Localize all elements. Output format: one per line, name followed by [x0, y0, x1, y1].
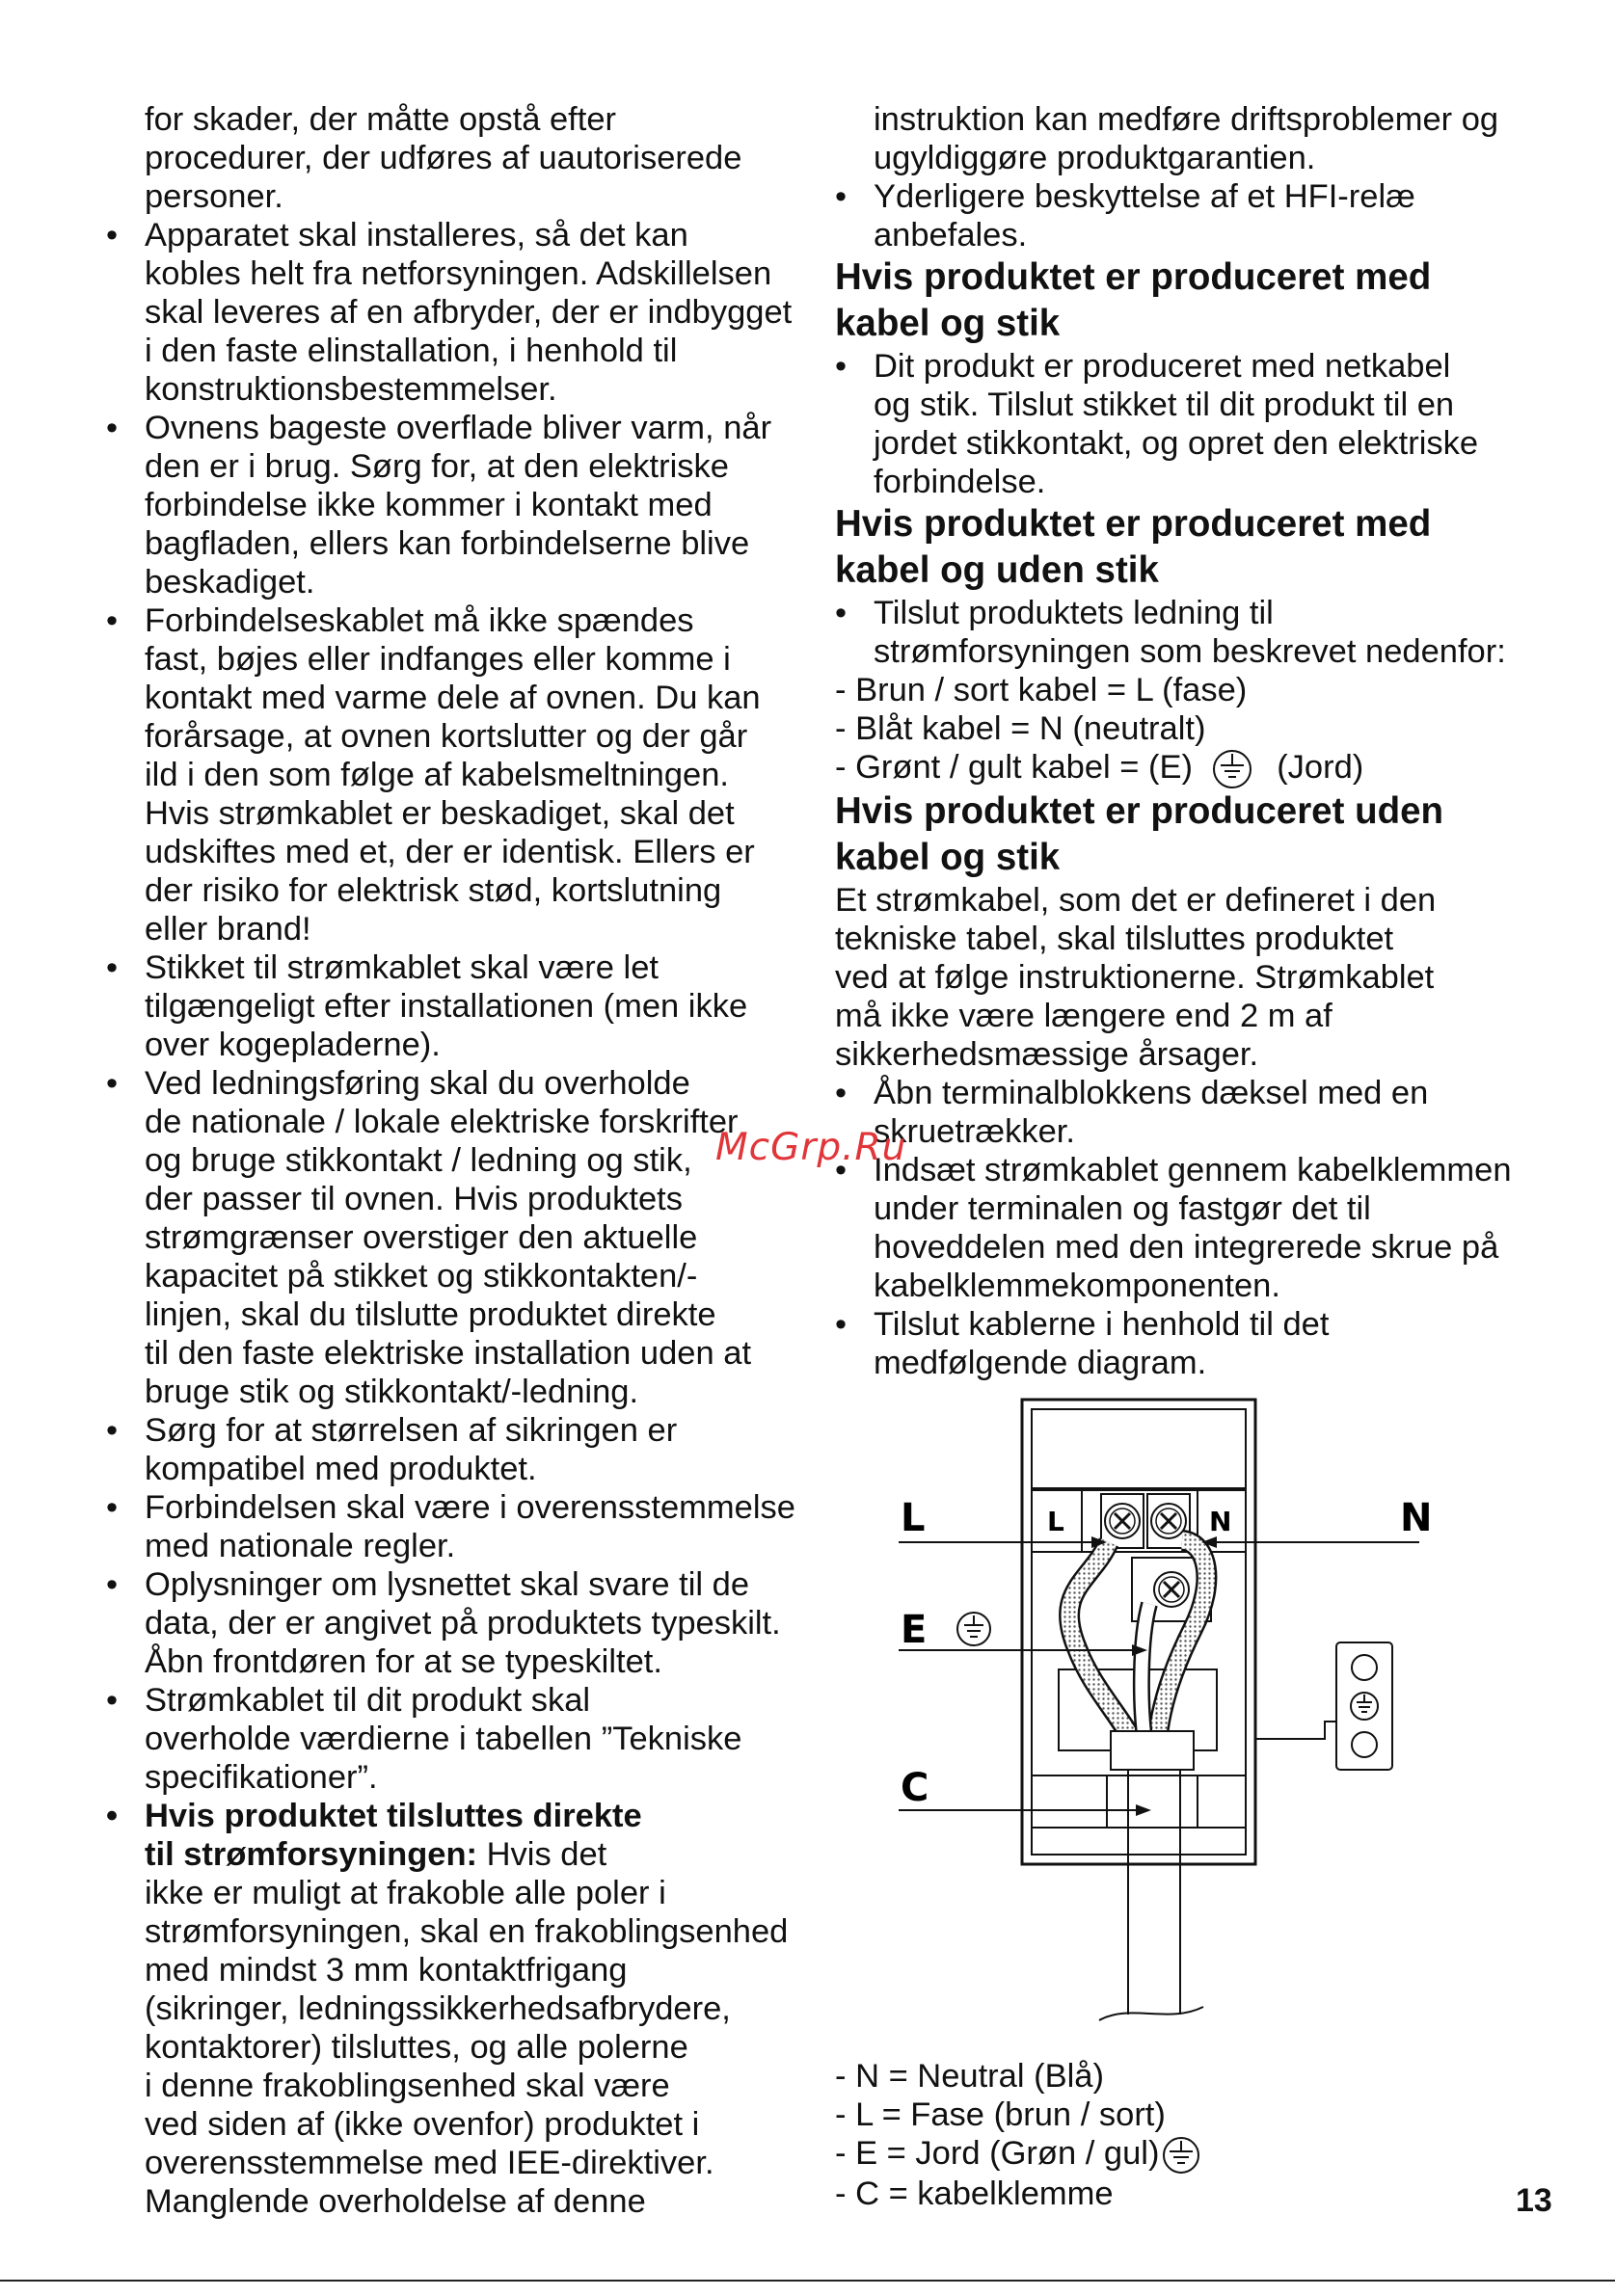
- terminal-label-l: L: [1047, 1506, 1064, 1537]
- bullet-item-bold-heading: • Hvis produktet tilsluttes direkte: [106, 1797, 800, 1835]
- section-heading: Hvis produktet er produceret med: [835, 256, 1432, 298]
- terminal-screw-e: [1154, 1572, 1189, 1607]
- text-line: ved at følge instruktionerne. Strømkablet: [835, 958, 1435, 996]
- text-line: kapacitet på stikket og stikkontakten/-: [145, 1258, 698, 1295]
- text-line: medfølgende diagram.: [874, 1344, 1207, 1381]
- ground-icon: [1159, 2136, 1203, 2175]
- text-line: de nationale / lokale elektriske forskrifter: [145, 1104, 739, 1140]
- text-line: fast, bøjes eller indfanges eller komme i: [145, 641, 731, 678]
- legend-item: - N = Neutral (Blå): [835, 2058, 1104, 2095]
- earth-text: - Grønt / gult kabel = (E): [835, 749, 1193, 786]
- text-line: anbefales.: [874, 217, 1028, 254]
- ground-icon: [1210, 750, 1254, 788]
- text-line: ikke er muligt at frakoble alle poler i: [145, 1875, 666, 1911]
- bullet-item: • Tilslut kablerne i henhold til det: [835, 1305, 1529, 1344]
- text-line: til den faste elektriske installation uden at: [145, 1335, 752, 1372]
- text-line: sikkerhedsmæssige årsager.: [835, 1035, 1259, 1073]
- text-line: procedurer, der udføres af uautoriserede: [145, 140, 742, 176]
- bottom-rule: [0, 2280, 1615, 2282]
- text-line: der passer til ovnen. Hvis produktets: [145, 1181, 684, 1217]
- page-number: 13: [1516, 2182, 1552, 2219]
- text-line: den er i brug. Sørg for, at den elektriske: [145, 448, 729, 485]
- legend-item: - C = kabelklemme: [835, 2175, 1114, 2212]
- legend-item: - L = Fase (brun / sort): [835, 2096, 1166, 2133]
- text-line: bruge stik og stikkontakt/-ledning.: [145, 1374, 639, 1410]
- text-line: eller brand!: [145, 911, 311, 948]
- text-line: bagfladen, ellers kan forbindelserne blive: [145, 525, 750, 562]
- section-heading: Hvis produktet er produceret med: [835, 503, 1432, 545]
- legend-text: - E = Jord (Grøn / gul): [835, 2135, 1160, 2172]
- text-line: [106, 1835, 800, 1874]
- text-line: skal leveres af en afbryder, der er indbygget: [145, 294, 793, 331]
- text-line: specifikationer”.: [145, 1759, 378, 1796]
- text-line: jordet stikkontakt, og opret den elektriske: [874, 425, 1479, 462]
- text-line: overensstemmelse med IEE-direktiver.: [145, 2145, 714, 2181]
- text-line: forbindelse ikke kommer i kontakt med: [145, 487, 713, 523]
- diagram-legend: [835, 2057, 1203, 2213]
- bold-run: til strømforsyningen:: [145, 1836, 478, 1873]
- bullet-item: • Indsæt strømkablet gennem kabelklemmen: [835, 1151, 1529, 1189]
- section-heading: kabel og stik: [835, 836, 1061, 878]
- text-line: konstruktionsbestemmelser.: [145, 371, 557, 408]
- text-line: Hvis strømkablet er beskadiget, skal det: [145, 795, 735, 832]
- section-heading: Hvis produktet er produceret uden: [835, 789, 1444, 832]
- earth-label: (Jord): [1277, 749, 1364, 786]
- text-line: med nationale regler.: [145, 1528, 456, 1564]
- text-line: beskadiget.: [145, 564, 315, 601]
- bullet-item: • Stikket til strømkablet skal være let: [106, 948, 800, 987]
- wire-earth-line: [835, 748, 1529, 788]
- bullet-item: • Tilslut produktets ledning til: [835, 594, 1529, 632]
- bullet-item: • Strømkablet til dit produkt skal: [106, 1681, 800, 1720]
- cable-sleeve: [1111, 1731, 1194, 1770]
- bullet-item: • Ovnens bageste overflade bliver varm, når: [106, 409, 800, 447]
- section-heading: kabel og stik: [835, 303, 1061, 344]
- wire-blue-line: - Blåt kabel = N (neutralt): [835, 710, 1206, 747]
- watermark: McGrp.Ru: [715, 1126, 907, 1169]
- terminal-screw-n: [1151, 1504, 1186, 1538]
- diagram-label-e: E: [901, 1608, 928, 1652]
- wiring-diagram: [879, 1398, 1433, 2043]
- text-line: kontaktorer) tilsluttes, og alle polerne: [145, 2029, 688, 2066]
- cable-clamp: [1032, 1775, 1246, 1828]
- terminal-screw-l: [1105, 1504, 1140, 1538]
- text-line: (sikringer, ledningssikkerhedsafbrydere,: [145, 1990, 731, 2027]
- text-line: for skader, der måtte opstå efter: [145, 101, 616, 138]
- text-line: udskiftes med et, der er identisk. Ellers er: [145, 834, 755, 870]
- section-heading: kabel og uden stik: [835, 549, 1159, 591]
- text-line: Et strømkabel, som det er defineret i den: [835, 881, 1437, 919]
- text-line: i den faste elinstallation, i henhold til: [145, 333, 678, 369]
- text-line: forbindelse.: [874, 464, 1046, 500]
- bullet-item: • Dit produkt er produceret med netkabel: [835, 347, 1529, 386]
- right-column: [835, 100, 1529, 1382]
- text-line: strømforsyningen som beskrevet nedenfor:: [874, 633, 1506, 670]
- bullet-item: • Forbindelseskablet må ikke spændes: [106, 601, 800, 640]
- text-line: over kogepladerne).: [145, 1027, 441, 1063]
- text-line: Manglende overholdelse af denne: [145, 2183, 646, 2220]
- text-line: ild i den som følge af kabelsmeltningen.: [145, 757, 729, 793]
- bullet-item: • Sørg for at størrelsen af sikringen er: [106, 1411, 800, 1450]
- terminal-label-n: N: [1209, 1506, 1232, 1537]
- bullet-item: • Ved ledningsføring skal du overholde: [106, 1064, 800, 1103]
- text-line: ugyldiggøre produktgarantien.: [874, 140, 1316, 176]
- bullet-item: • Apparatet skal installeres, så det kan: [106, 216, 800, 254]
- text-line: med mindst 3 mm kontaktfrigang: [145, 1952, 628, 1989]
- left-column: [106, 100, 800, 2221]
- text-line: tilgængeligt efter installationen (men ikke: [145, 988, 748, 1025]
- wire-brown-line: - Brun / sort kabel = L (fase): [835, 672, 1248, 708]
- text-line: ved siden af (ikke ovenfor) produktet i: [145, 2106, 700, 2143]
- bullet-item: • Yderligere beskyttelse af et HFI-relæ: [835, 177, 1529, 216]
- text-line: linjen, skal du tilslutte produktet direkte: [145, 1296, 716, 1333]
- text-line: kabelklemmekomponenten.: [874, 1267, 1280, 1304]
- text-line: strømgrænser overstiger den aktuelle: [145, 1219, 698, 1256]
- text-line: overholde værdierne i tabellen ”Tekniske: [145, 1721, 742, 1757]
- text-line: kontakt med varme dele af ovnen. Du kan: [145, 680, 761, 716]
- diagram-label-c: C: [901, 1766, 929, 1810]
- text-line: kompatibel med produktet.: [145, 1451, 537, 1487]
- text-line: i denne frakoblingsenhed skal være: [145, 2068, 670, 2104]
- text-line: instruktion kan medføre driftsproblemer og: [874, 101, 1499, 138]
- diagram-label-n: N: [1400, 1496, 1433, 1540]
- text-line: der risiko for elektrisk stød, kortslutning: [145, 872, 722, 909]
- bullet-item: • Forbindelsen skal være i overensstemmelse: [106, 1488, 800, 1527]
- text-line: kobles helt fra netforsyningen. Adskillelsen: [145, 255, 772, 292]
- diagram-label-l: L: [901, 1496, 926, 1540]
- text-line: tekniske tabel, skal tilsluttes produktet: [835, 920, 1394, 957]
- text-line: under terminalen og fastgør det til: [874, 1189, 1371, 1227]
- text-line: må ikke være længere end 2 m af: [835, 997, 1332, 1034]
- text-line: skruetrækker.: [874, 1112, 1075, 1150]
- legend-item: [835, 2134, 1203, 2175]
- ground-icon: [957, 1613, 990, 1645]
- text-line: data, der er angivet på produktets typeskilt.: [145, 1605, 781, 1642]
- text-line: forårsage, at ovnen kortslutter og der går: [145, 718, 748, 755]
- text-line: Åbn frontdøren for at se typeskiltet.: [145, 1643, 662, 1680]
- bullet-item: • Åbn terminalblokkens dæksel med en: [835, 1074, 1529, 1112]
- text-line: og bruge stikkontakt / ledning og stik,: [145, 1142, 692, 1179]
- bullet-item: • Oplysninger om lysnettet skal svare til de: [106, 1565, 800, 1604]
- text-run: Hvis det: [477, 1836, 607, 1873]
- text-line: og stik. Tilslut stikket til dit produkt til en: [874, 387, 1455, 423]
- text-line: personer.: [145, 178, 283, 215]
- text-line: strømforsyningen, skal en frakoblingsenhed: [145, 1913, 789, 1950]
- text-line: hoveddelen med den integrerede skrue på: [874, 1228, 1499, 1266]
